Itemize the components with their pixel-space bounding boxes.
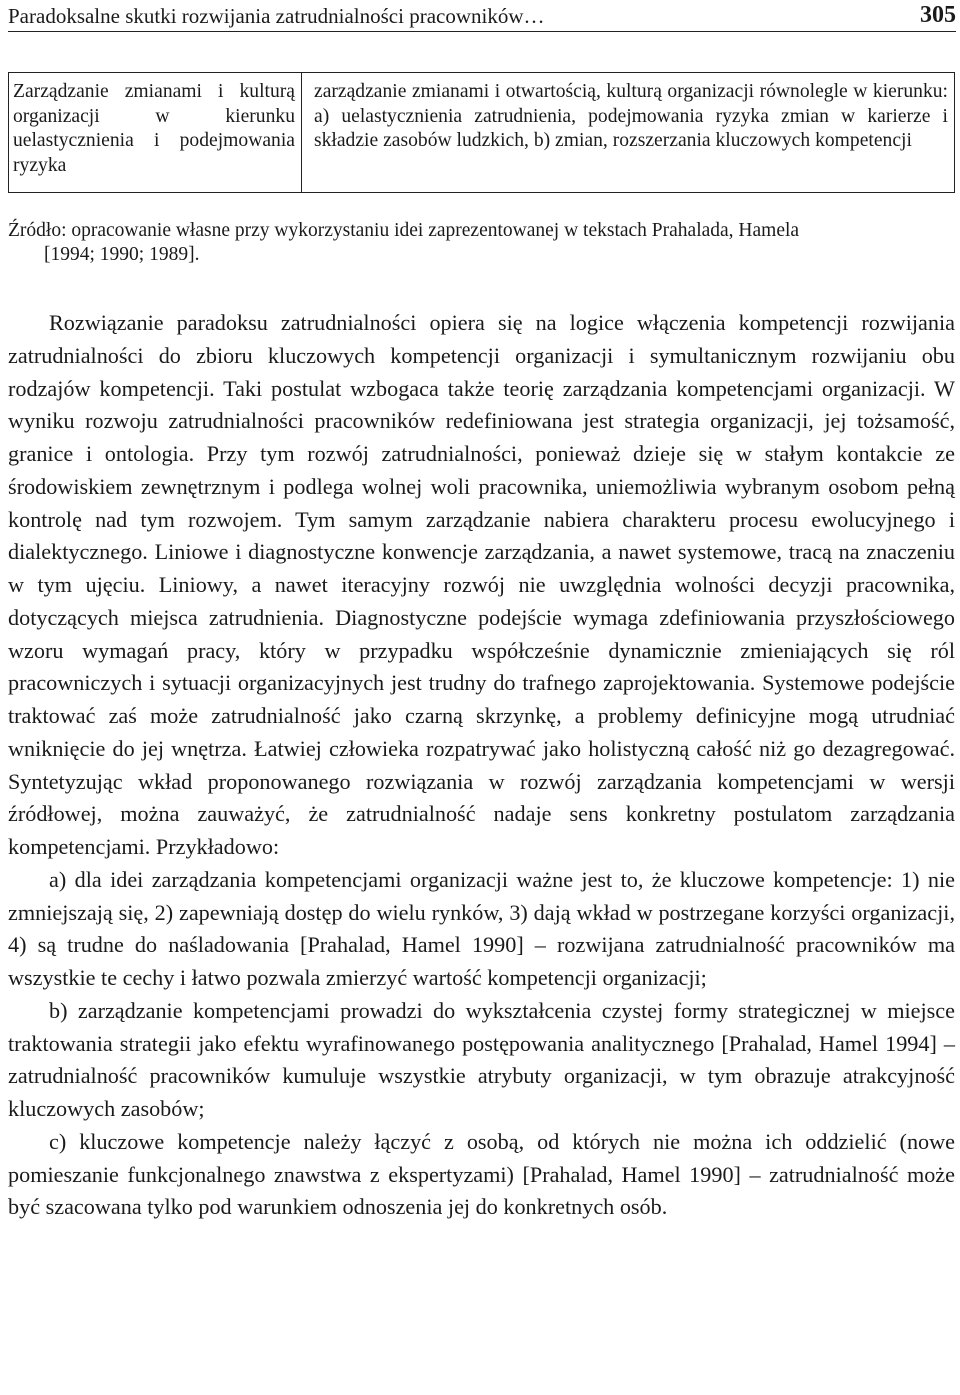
source-note-line1: Źródło: opracowanie własne przy wykorzystaniu idei zaprezentowanej w tekstach Prahalada, Hamela <box>8 220 800 241</box>
table-fragment <box>8 72 955 193</box>
body-text <box>8 307 955 1224</box>
paragraph-main: Rozwiązanie paradoksu zatrudnialności opiera się na logice włączenia kompetencji rozwijania zatrudnialności do zbioru kluczowych kompetencji organizacji i symultanicznym rozwijaniu obu rodzajów kompetencji. Taki postulat wzbogaca także teorię zarządzania kompetencjami organizacji. W wyniku rozwoju zatrudnialności pracowników redefiniowana jest strategia organizacji, jej tożsamość, granice i ontologia. Przy tym rozwój zatrudnialności, ponieważ dzieje się w stałym kontakcie ze środowiskiem zewnętrznym i podlega wolnej woli pracownika, uniemożliwia wybranym osobom pełną kontrolę nad tym rozwojem. Tym samym zarządzanie nabiera charakteru procesu ewolucyjnego i dialektycznego. Liniowe i diagnostyczne konwencje zarządzania, a nawet systemowe, tracą na znaczeniu w tym ujęciu. Liniowy, a nawet iteracyjny rozwój nie uwzględnia wolności decyzji pracownika, dotyczących miejsca zatrudnienia. Diagnostyczne podejście wymaga zdefiniowania przyszłościowego wzoru wymagań pracy, który w przypadku współcześnie dynamicznie zmieniających się ról pracowniczych i sytuacji organizacyjnych jest trudny do trafnego zaprojektowania. Systemowe podejście traktować zaś może zatrudnialność jako czarną skrzynkę, a problemy definicyjne mogą utrudniać wniknięcie do jej wnętrza. Łatwiej człowieka rozpatrywać jako holistyczną całość niż go dezagregować. Syntetyzując wkład proponowanego rozwiązania w rozwój zarządzania kompetencjami w wersji źródłowej, można zauważyć, że zatrudnialność nadaje sens konkretny postulatom zarządzania kompetencjami. Przykładowo: <box>8 310 955 859</box>
paragraph-item-a: a) dla idei zarządzania kompetencjami organizacji ważne jest to, że kluczowe kompetencje: 1) nie zmniejszają się, 2) zapewniają dostęp do wielu rynków, 3) dają wkład w postrzegane korzyści organizacji, 4) są trudne do naśladowania [Prahalad, Hamel 1990] – rozwijana zatrudnialność pracowników ma wszystkie te cechy i łatwo pozwala zmierzyć wartość kompetencji organizacji; <box>8 866 955 990</box>
running-title: Paradoksalne skutki rozwijania zatrudnialności pracowników… <box>8 4 545 28</box>
paragraph-item-b: b) zarządzanie kompetencjami prowadzi do wykształcenia czystej formy strategicznej w miejsce traktowania strategii jako efektu wyrafinowanego postępowania analitycznego [Prahalad, Hamel 1994] – zatrudnialność pracowników kumuluje wszystkie atrybuty organizacji, w tym obrazuje atrakcyjność kluczowych zasobów; <box>8 997 955 1121</box>
page-number: 305 <box>920 2 956 28</box>
source-note-line2: [1994; 1990; 1989]. <box>44 244 200 265</box>
source-note <box>8 219 954 267</box>
table-cell-description: zarządzanie zmianami i otwartością, kulturą organizacji równolegle w kierunku: a) uelastycznienia zatrudnienia, podejmowania ryzyka zmian w karierze i składzie zasobów ludzkich, b) zmian, rozszerzania kluczowych kompetencji <box>302 73 955 193</box>
running-header <box>8 0 956 32</box>
table-row <box>9 73 955 193</box>
paragraph-item-c: c) kluczowe kompetencje należy łączyć z osobą, od których nie można ich oddzielić (nowe pomieszanie funkcjonalnego znawstwa z ekspertyzami) [Prahalad, Hamel 1990] – zatrudnialność może być szacowana tylko pod warunkiem odnoszenia jej do konkretnych osób. <box>8 1128 955 1220</box>
table-cell-area: Zarządzanie zmianami i kulturą organizacji w kierunku uelastycznienia i podejmowania ryzyka <box>9 73 302 193</box>
